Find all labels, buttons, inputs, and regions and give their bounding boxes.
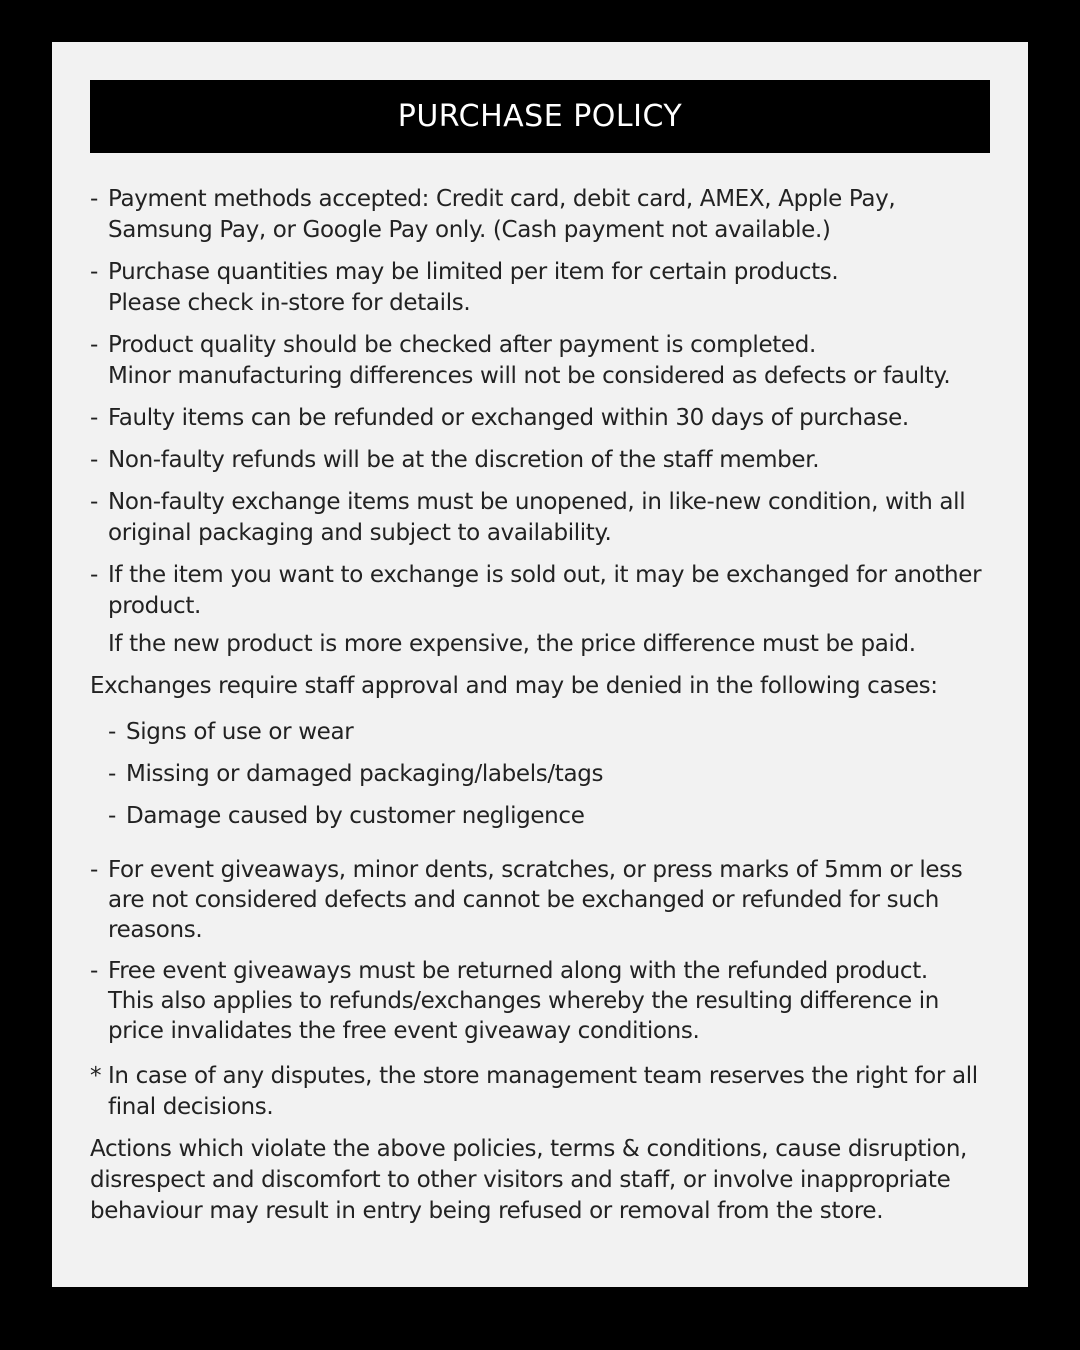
denial-case-text: Signs of use or wear	[126, 719, 354, 745]
policy-item-quality	[90, 330, 1002, 392]
bullet-dash: -	[108, 719, 116, 745]
policy-line: Minor manufacturing differences will not be considered as defects or faulty.	[108, 363, 951, 389]
asterisk-mark: *	[90, 1063, 102, 1089]
price-difference-note: If the new product is more expensive, the price difference must be paid.	[108, 631, 916, 657]
policy-line: final decisions.	[108, 1094, 274, 1120]
policy-card	[52, 42, 1028, 1287]
policy-line: product.	[108, 593, 201, 619]
bullet-dash: -	[90, 562, 98, 588]
denial-cases-list	[108, 717, 1002, 832]
bullet-dash: -	[90, 405, 98, 431]
policy-line: Product quality should be checked after payment is completed.	[108, 332, 816, 358]
policy-item-giveaway-return	[90, 956, 1002, 1046]
policy-line: If the item you want to exchange is sold out, it may be exchanged for another	[108, 562, 982, 588]
bullet-dash: -	[108, 761, 116, 787]
bullet-dash: -	[90, 489, 98, 515]
policy-line: Actions which violate the above policies, terms & conditions, cause disruption,	[90, 1136, 968, 1162]
policy-line: behaviour may result in entry being refused or removal from the store.	[90, 1198, 884, 1224]
bullet-dash: -	[90, 186, 98, 212]
policy-line: disrespect and discomfort to other visitors and staff, or involve inappropriate	[90, 1167, 951, 1193]
policy-item-sold-out	[90, 560, 1002, 622]
page-title: PURCHASE POLICY	[90, 80, 990, 153]
policy-item-nonfaulty-exchange	[90, 487, 1002, 549]
policy-line: Samsung Pay, or Google Pay only. (Cash payment not available.)	[108, 217, 831, 243]
policy-line: Non-faulty exchange items must be unopened, in like-new condition, with all	[108, 489, 966, 515]
exchange-intro: Exchanges require staff approval and may be denied in the following cases:	[90, 673, 938, 699]
policy-body	[90, 184, 1002, 1227]
policy-item-payment	[90, 184, 1002, 246]
policy-line: original packaging and subject to availability.	[108, 520, 612, 546]
policy-line: In case of any disputes, the store management team reserves the right for all	[108, 1063, 978, 1089]
bullet-dash: -	[108, 803, 116, 829]
denial-case-item	[108, 801, 1002, 832]
policy-line: Free event giveaways must be returned along with the refunded product.	[108, 958, 928, 984]
bullet-dash: -	[90, 958, 98, 984]
denial-case-item	[108, 717, 1002, 748]
policy-line: This also applies to refunds/exchanges whereby the resulting difference in	[108, 988, 940, 1014]
bullet-dash: -	[90, 259, 98, 285]
denial-case-item	[108, 759, 1002, 790]
policy-line: Please check in-store for details.	[108, 290, 471, 316]
policy-item-quantities	[90, 257, 1002, 319]
policy-item-giveaway-defects	[90, 855, 1002, 945]
policy-line: reasons.	[108, 917, 203, 943]
bullet-dash: -	[90, 332, 98, 358]
denial-case-text: Missing or damaged packaging/labels/tags	[126, 761, 604, 787]
policy-line: are not considered defects and cannot be exchanged or refunded for such	[108, 887, 940, 913]
policy-line: Payment methods accepted: Credit card, debit card, AMEX, Apple Pay,	[108, 186, 896, 212]
denial-case-text: Damage caused by customer negligence	[126, 803, 585, 829]
policy-item-nonfaulty-refunds	[90, 445, 1002, 476]
policy-line: price invalidates the free event giveaway conditions.	[108, 1018, 700, 1044]
policy-line: Non-faulty refunds will be at the discretion of the staff member.	[108, 447, 820, 473]
policy-line: For event giveaways, minor dents, scratches, or press marks of 5mm or less	[108, 857, 963, 883]
policy-line: Purchase quantities may be limited per item for certain products.	[108, 259, 839, 285]
bullet-dash: -	[90, 447, 98, 473]
policy-line: Faulty items can be refunded or exchanged within 30 days of purchase.	[108, 405, 909, 431]
closing-paragraph	[90, 1134, 1002, 1227]
dispute-note	[90, 1061, 1002, 1123]
policy-item-faulty	[90, 403, 1002, 434]
bullet-dash: -	[90, 857, 98, 883]
